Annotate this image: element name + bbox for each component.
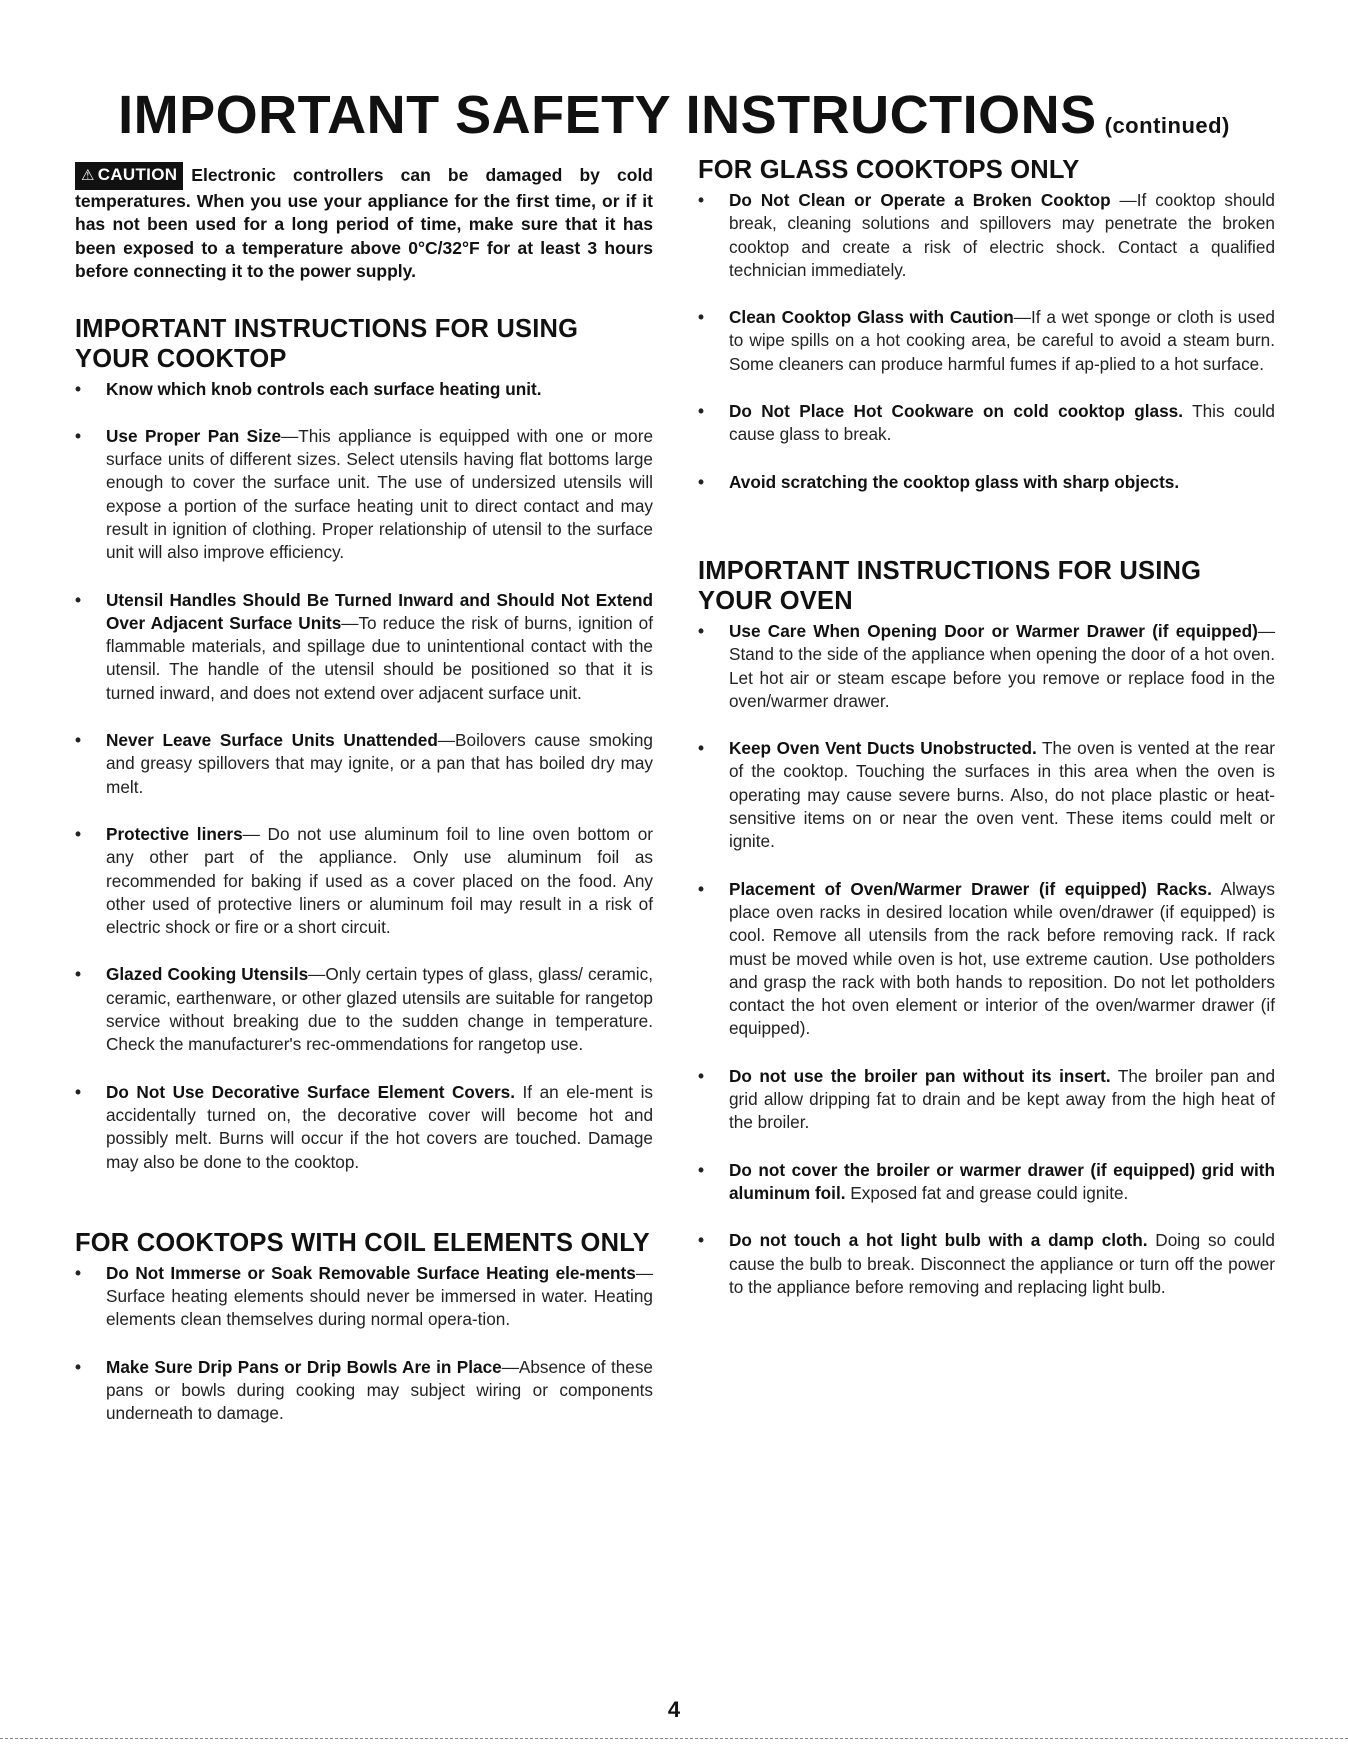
glass-cooktops-heading: FOR GLASS COOKTOPS ONLY — [698, 156, 1080, 184]
list-item — [698, 306, 1275, 376]
bullet-icon: • — [698, 620, 705, 641]
bullet-icon: • — [698, 401, 705, 422]
caution-badge — [75, 162, 183, 190]
page-title-main: IMPORTANT SAFETY INSTRUCTIONS — [118, 85, 1097, 145]
list-item-text: —Only certain types of glass, glass/ ceramic, ceramic, earthenware, or other glazed utensils are suitable for rangetop service without breaking due to the sudden change in temperature. Check the manufacturer's rec-ommendations for rangetop use. — [106, 964, 653, 1055]
list-item-text: The oven is vented at the rear of the cooktop. Touching the surfaces in this area when the oven is operating may cause severe burns. Also, do not place plastic or heat-sensitive items on or near the oven vent. These items could melt or ignite. — [729, 738, 1275, 852]
list-item-text: Exposed fat and grease could ignite. — [845, 1182, 1129, 1203]
list-item-title: Do Not Immerse or Soak Removable Surface Heating ele-ments — [106, 1262, 636, 1283]
bullet-icon: • — [698, 878, 705, 899]
list-item — [698, 1229, 1275, 1299]
cooktop-instructions-heading: IMPORTANT INSTRUCTIONS FOR USING YOUR COOKTOP — [75, 314, 579, 373]
list-item-text: —Boilovers cause smoking and greasy spillovers that may ignite, or a pan that has boiled dry may melt. — [106, 730, 653, 797]
list-item-title: Never Leave Surface Units Unattended — [106, 730, 438, 751]
list-item — [75, 823, 653, 939]
list-item-title: Make Sure Drip Pans or Drip Bowls Are in Place — [106, 1356, 502, 1377]
list-item-text: The broiler pan and grid allow dripping fat to drain and be kept away from the high heat of the broiler. — [729, 1065, 1275, 1133]
page-title-suffix: (continued) — [1104, 113, 1230, 138]
list-item-text: — Do not use aluminum foil to line oven bottom or any other part of the appliance. Only use aluminum foil as recommended for baking if used as a cover placed on the food. Any other used of protective liners or aluminum foil may result in a risk of electric shock or fire or a short circuit. — [106, 823, 653, 938]
list-item — [75, 378, 653, 401]
list-item — [75, 963, 653, 1056]
bullet-icon: • — [698, 1065, 705, 1086]
list-item-title: Use Proper Pan Size — [106, 425, 282, 446]
list-item — [698, 400, 1275, 447]
glass-cooktops-list — [698, 189, 1275, 494]
coil-elements-section — [75, 1228, 653, 1426]
list-item — [698, 1159, 1275, 1206]
list-item-text: —If cooktop should break, cleaning solutions and spillovers may penetrate the broken cooktop and create a risk of electric shock. Contact a qualified technician immediately. — [729, 190, 1275, 280]
list-item-title: Know which knob controls each surface heating unit. — [106, 378, 542, 399]
list-item — [75, 1262, 653, 1332]
list-item-title: Do not touch a hot light bulb with a damp cloth. — [729, 1230, 1148, 1251]
list-item-title: Do not use the broiler pan without its insert. — [729, 1065, 1111, 1086]
list-item-title: Do not cover the broiler or warmer drawer (if equipped) grid with aluminum foil. — [729, 1159, 1275, 1203]
bullet-icon: • — [698, 1159, 705, 1180]
bullet-icon: • — [75, 964, 82, 985]
list-item — [75, 425, 653, 565]
list-item-title: Keep Oven Vent Ducts Unobstructed. — [729, 738, 1037, 759]
warning-triangle-icon: ⚠ — [81, 167, 95, 184]
list-item-text: —To reduce the risk of burns, ignition of flammable materials, and spillage due to unintentional contact with the utensil. The handle of the utensil should be positioned so that it is turned inward, and does not extend over adjacent surface unit. — [106, 612, 653, 703]
bullet-icon: • — [75, 425, 82, 446]
list-item-title: Placement of Oven/Warmer Drawer (if equipped) Racks. — [729, 878, 1212, 899]
bullet-icon: • — [698, 307, 705, 328]
bullet-icon: • — [698, 471, 705, 492]
list-item-text: — Surface heating elements should never be immersed in water. Heating elements clean themselves during normal opera-tion. — [106, 1262, 653, 1330]
list-item — [698, 189, 1275, 282]
coil-elements-heading: FOR COOKTOPS WITH COIL ELEMENTS ONLY — [75, 1228, 650, 1257]
list-item-text: —Stand to the side of the appliance when opening the door of a hot oven. Let hot air or steam escape before you remove or replace food in the oven/warmer drawer. — [729, 620, 1275, 711]
caution-badge-label: CAUTION — [97, 165, 178, 184]
list-item-title: Clean Cooktop Glass with Caution — [729, 307, 1014, 328]
list-item-text: This could cause glass to break. — [729, 401, 1275, 445]
list-item-title: Do Not Use Decorative Surface Element Covers. — [106, 1081, 515, 1102]
glass-cooktops-section — [698, 155, 1275, 494]
bullet-icon: • — [698, 1230, 705, 1251]
page-number: 4 — [667, 1697, 681, 1722]
list-item-title: Do Not Place Hot Cookware on cold cooktop glass. — [729, 401, 1184, 422]
bullet-icon: • — [75, 730, 82, 751]
list-item-title: Glazed Cooking Utensils — [106, 964, 309, 985]
bullet-icon: • — [698, 190, 705, 210]
list-item — [698, 471, 1275, 494]
coil-elements-list — [75, 1262, 653, 1426]
list-item-text: —If a wet sponge or cloth is used to wipe spills on a hot cooking area, be careful to avoid a steam burn. Some cleaners can produce harmful fumes if ap-plied to a hot surface. — [729, 307, 1275, 374]
bullet-icon: • — [698, 738, 705, 759]
cooktop-instructions-section — [75, 314, 653, 1174]
list-item — [698, 1065, 1275, 1135]
bullet-icon: • — [75, 378, 82, 399]
list-item-text: If an ele-ment is accidentally turned on, the decorative cover will become hot and possibly melt. Burns will occur if the hot covers are touched. Damage may also be done to the cooktop. — [106, 1081, 653, 1172]
list-item-title: Utensil Handles Should Be Turned Inward and Should Not Extend Over Adjacent Surface Units — [106, 589, 653, 633]
right-column — [698, 155, 1275, 1323]
oven-instructions-section — [698, 556, 1275, 1299]
list-item-title: Use Care When Opening Door or Warmer Drawer (if equipped) — [729, 620, 1258, 641]
bullet-icon: • — [75, 1081, 82, 1102]
bullet-icon: • — [75, 1262, 82, 1283]
bullet-icon: • — [75, 823, 82, 844]
left-column — [75, 162, 653, 1450]
oven-instructions-list — [698, 620, 1275, 1299]
list-item-text: Always place oven racks in desired location while oven/drawer (if equipped) is cool. Remove all utensils from the rack before removing rack. If rack must be moved while oven is hot, use extreme caution. Use potholders and grasp the rack with both hands to reposition. Do not let potholders contact the hot oven element or interior of the oven/warmer drawer (if equipped). — [729, 878, 1275, 1039]
list-item — [698, 620, 1275, 713]
bullet-icon: • — [75, 1356, 82, 1377]
bottom-divider — [0, 1738, 1348, 1739]
list-item — [698, 737, 1275, 853]
list-item-text: Doing so could cause the bulb to break. Disconnect the appliance or turn off the power to the appliance before removing and replacing light bulb. — [729, 1230, 1275, 1297]
caution-text: Electronic controllers can be damaged by cold temperatures. When you use your appliance for the first time, or if it has not been used for a long period of time, make sure that it has been exposed to a temperature above 0°C/32°F for at least 3 hours before connecting it to the power supply. — [75, 165, 653, 281]
bullet-icon: • — [75, 589, 82, 610]
caution-notice — [75, 162, 653, 284]
list-item-text: —This appliance is equipped with one or more surface units of different sizes. Select utensils having flat bottoms large enough to cover the surface unit. The use of undersized utensils will expose a portion of the surface heating unit to direct contact and may result in ignition of clothing. Proper relationship of utensil to the surface unit will also improve efficiency. — [106, 425, 654, 563]
page-title — [0, 85, 1348, 145]
list-item-title: Avoid scratching the cooktop glass with sharp objects. — [729, 471, 1180, 492]
list-item-text: —Absence of these pans or bowls during cooking may subject wiring or components underneath to damage. — [106, 1356, 653, 1424]
oven-instructions-heading: IMPORTANT INSTRUCTIONS FOR USING YOUR OVEN — [698, 556, 1202, 615]
list-item — [75, 1356, 653, 1426]
list-item — [75, 589, 653, 705]
list-item — [75, 1081, 653, 1174]
list-item-title: Do Not Clean or Operate a Broken Cooktop — [729, 190, 1111, 210]
list-item-title: Protective liners — [106, 823, 243, 844]
cooktop-instructions-list — [75, 378, 653, 1174]
list-item — [75, 729, 653, 799]
list-item — [698, 878, 1275, 1041]
